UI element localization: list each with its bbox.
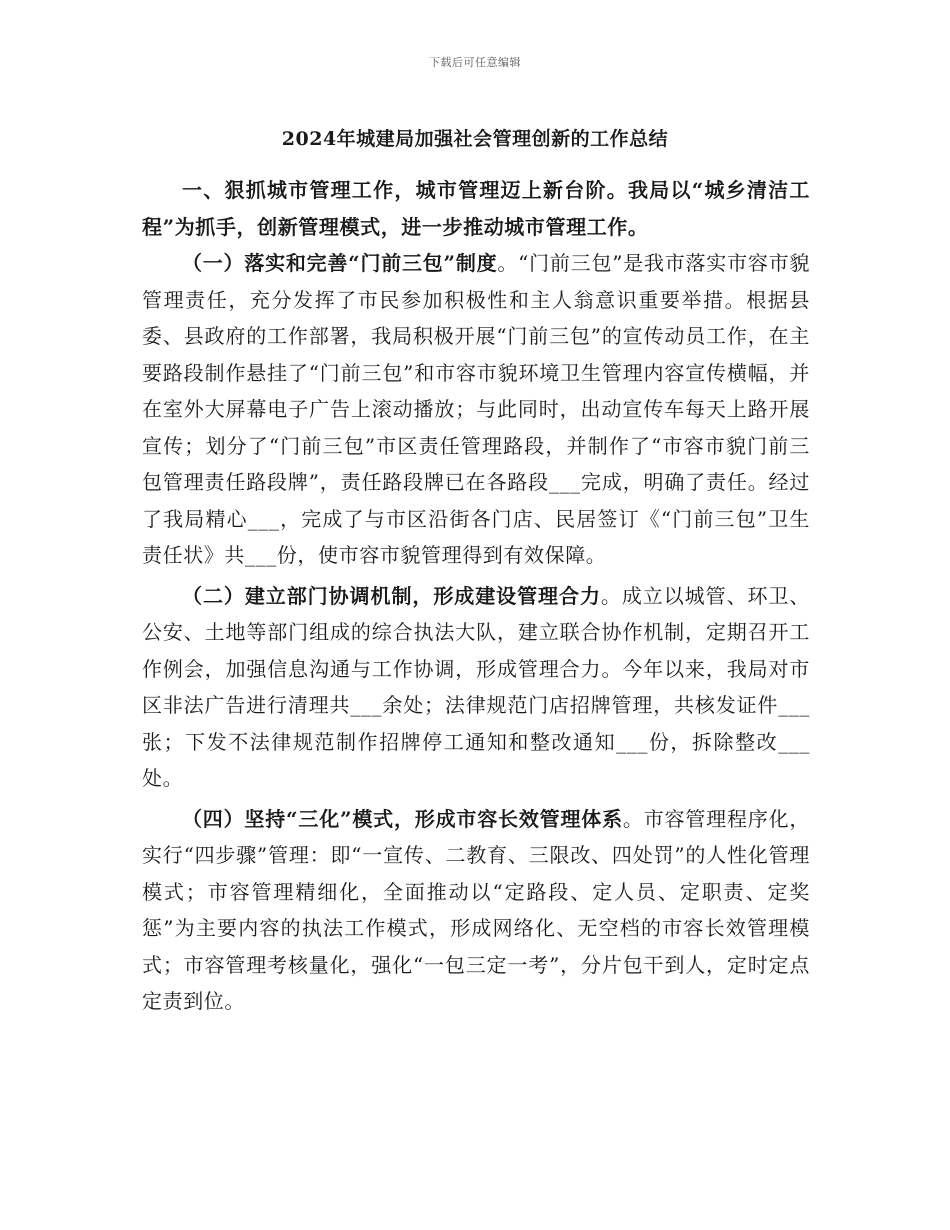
document-title: 2024年城建局加强社会管理创新的工作总结 bbox=[281, 128, 669, 150]
paragraph-2-text: 。成立以城管、环卫、公安、土地等部门组成的综合执法大队，建立联合协作机制，定期召开工作例会，加强信息沟通与工作协调，形成管理合力。今年以来，我局对市区非法广告进行清理共___余处；法律规范门店招牌管理，共核发证件___张；下发不法律规范制作招牌停工通知和整改通知___份，拆除整改___处。 bbox=[142, 583, 811, 790]
paragraph-3 bbox=[142, 801, 810, 1020]
paragraph-3-lead: （四）坚持“三化”模式，形成市容长效管理体系 bbox=[182, 806, 623, 831]
document-body bbox=[142, 172, 810, 1020]
paragraph-2 bbox=[142, 578, 810, 797]
paragraph-2-lead: （二）建立部门协调机制，形成建设管理合力 bbox=[182, 583, 601, 608]
paragraph-1-lead: （一）落实和完善“门前三包”制度 bbox=[182, 251, 498, 275]
paragraph-1-text: 。“门前三包”是我市落实市容市貌管理责任，充分发挥了市民参加积极性和主人翁意识重要举措。根据县委、县政府的工作部署，我局积极开展“门前三包”的宣传动员工作，在主要路段制作悬挂了“门前三包”和市容市貌环境卫生管理内容宣传横幅，并在室外大屏幕电子广告上滚动播放；与此同时，出动宣传车每天上路开展宣传；划分了“门前三包”市区责任管理路段，并制作了“市容市貌门前三包管理责任路段牌”，责任路段牌已在各路段___完成，明确了责任。经过了我局精心___，完成了与市区沿街各门店、民居签订《“门前三包”卫生责任状》共___份，使市容市貌管理得到有效保障。 bbox=[142, 251, 810, 567]
section-heading: 一、狠抓城市管理工作，城市管理迈上新台阶。我局以“城乡清洁工程”为抓手，创新管理模式，进一步推动城市管理工作。 bbox=[142, 178, 810, 239]
paragraph-3-text: 。市容管理程序化，实行“四步骤”管理：即“一宣传、二教育、三限改、四处罚”的人性化管理模式；市容管理精细化，全面推动以“定路段、定人员、定职责、定奖惩”为主要内容的执法工作模式，形成网络化、无空档的市容长效管理模式；市容管理考核量化，强化“一包三定一考”，分片包干到人，定时定点定责到位。 bbox=[142, 806, 810, 1013]
paragraph-1 bbox=[142, 245, 810, 574]
header-note: 下载后可任意编辑 bbox=[429, 56, 521, 69]
